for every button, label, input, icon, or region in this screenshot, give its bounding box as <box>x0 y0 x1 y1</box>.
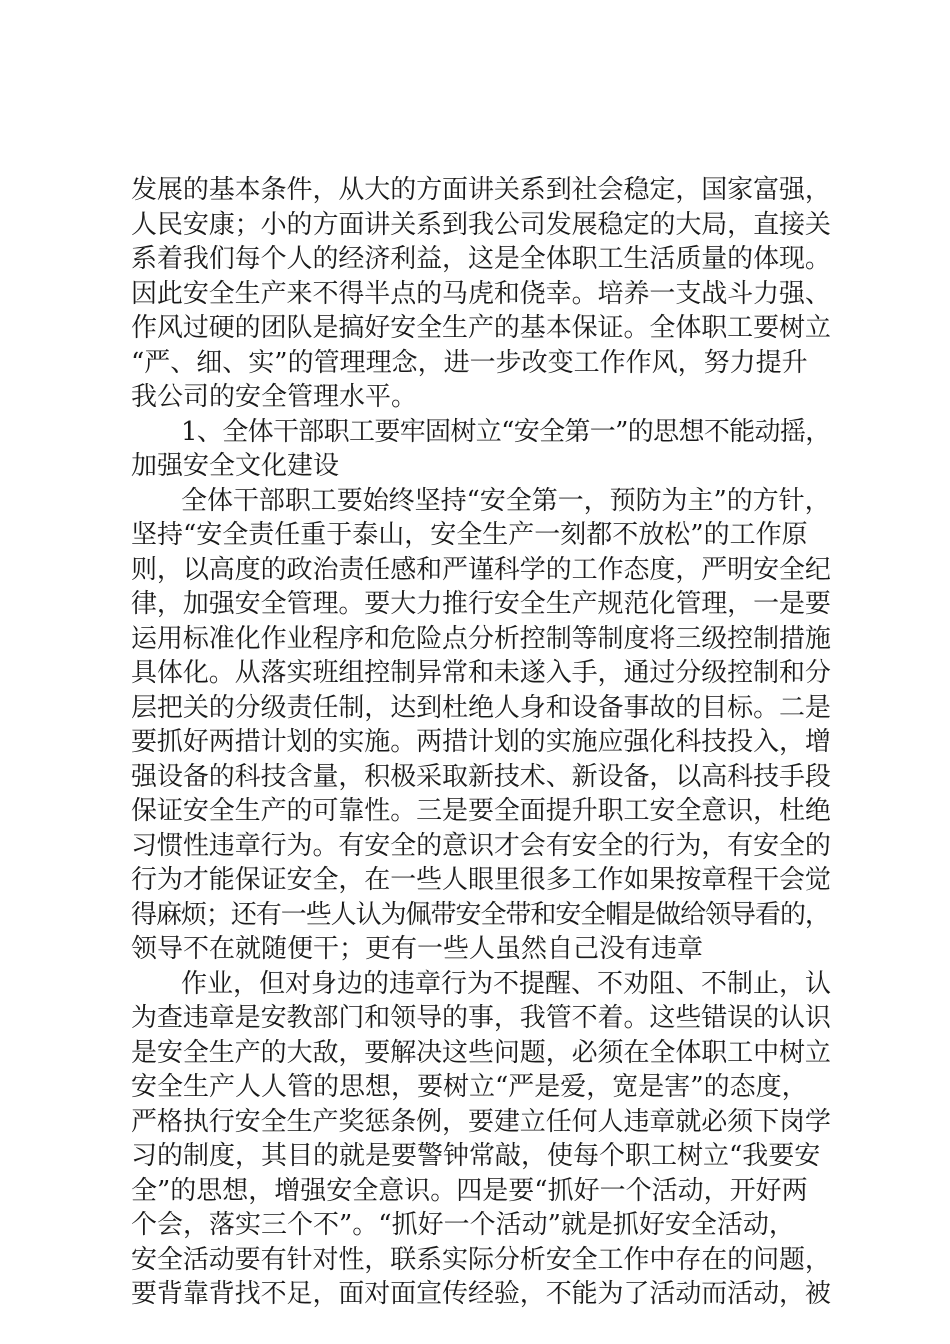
text-line: 全”的思想，增强安全意识。四是要“抓好一个活动，开好两 <box>131 1175 808 1206</box>
text-line: 坚持“安全责任重于泰山，安全生产一刻都不放松”的工作原 <box>131 520 808 550</box>
text-line: 发展的基本条件，从大的方面讲关系到社会稳定，国家富强， <box>131 175 831 205</box>
text-line: 具体化。从落实班组控制异常和未遂入手，通过分级控制和分 <box>131 658 831 688</box>
text-line: 因此安全生产来不得半点的马虎和侥幸。培养一支战斗力强、 <box>131 278 831 309</box>
text-line: 律，加强安全管理。要大力推行安全生产规范化管理，一是要 <box>131 589 831 619</box>
text-line: 个会，落实三个不”。“抓好一个活动”就是抓好安全活动， <box>131 1210 795 1240</box>
text-line: 要背靠背找不足，面对面宣传经验，不能为了活动而活动，被 <box>131 1279 831 1309</box>
text-line: 安全生产人人管的思想，要树立“严是爱，宽是害”的态度， <box>131 1072 808 1102</box>
text-line: 加强安全文化建设 <box>131 451 340 481</box>
text-line: 运用标准化作业程序和危险点分析控制等制度将三级控制措施 <box>131 623 831 654</box>
text-line: 是安全生产的大敌，要解决这些问题，必须在全体职工中树立 <box>131 1037 831 1068</box>
text-line: 严格执行安全生产奖惩条例，要建立任何人违章就必须下岗学 <box>131 1106 831 1137</box>
text-line: 要抓好两措计划的实施。两措计划的实施应强化科技投入，增 <box>131 727 831 757</box>
text-line: 得麻烦；还有一些人认为佩带安全带和安全帽是做给领导看的， <box>131 899 830 930</box>
text-line: 层把关的分级责任制，达到杜绝人身和设备事故的目标。二是 <box>131 692 831 723</box>
text-line: 全体干部职工要始终坚持“安全第一，预防为主”的方针， <box>181 485 831 516</box>
text-line: 我公司的安全管理水平。 <box>131 382 418 412</box>
text-line: 1、全体干部职工要牢固树立“安全第一”的思想不能动摇， <box>181 416 831 447</box>
text-line: 系着我们每个人的经济利益，这是全体职工生活质量的体现。 <box>131 244 831 274</box>
text-line: 人民安康；小的方面讲关系到我公司发展稳定的大局，直接关 <box>131 209 831 240</box>
body-text <box>131 173 831 1312</box>
text-line: 则，以高度的政治责任感和严谨科学的工作态度，严明安全纪 <box>131 554 831 585</box>
text-line: 强设备的科技含量，积极采取新技术、新设备，以高科技手段 <box>131 761 831 792</box>
text-line: 作业，但对身边的违章行为不提醒、不劝阻、不制止，认 <box>181 968 832 999</box>
text-line: 保证安全生产的可靠性。三是要全面提升职工安全意识，杜绝 <box>131 796 831 826</box>
text-line: 习惯性违章行为。有安全的意识才会有安全的行为，有安全的 <box>131 830 831 861</box>
text-line: 领导不在就随便干；更有一些人虽然自己没有违章 <box>131 934 704 964</box>
text-line: 作风过硬的团队是搞好安全生产的基本保证。全体职工要树立 <box>131 313 831 343</box>
text-line: “严、细、实”的管理理念，进一步改变工作作风，努力提升 <box>131 347 808 378</box>
text-line: 行为才能保证安全，在一些人眼里很多工作如果按章程干会觉 <box>131 865 831 895</box>
text-line: 习的制度，其目的就是要警钟常敲，使每个职工树立“我要安 <box>131 1141 821 1171</box>
text-line: 为查违章是安教部门和领导的事，我管不着。这些错误的认识 <box>131 1003 831 1033</box>
text-line: 安全活动要有针对性，联系实际分析安全工作中存在的问题， <box>131 1244 831 1275</box>
